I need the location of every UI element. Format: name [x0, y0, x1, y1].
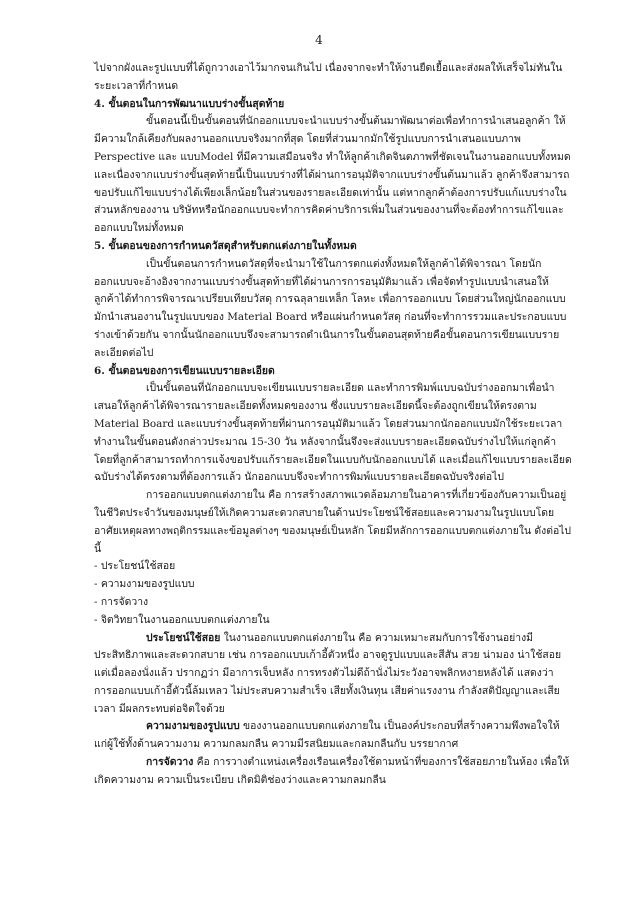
section-6-heading: 6. ขั้นตอนของการเขียนแบบรายละเอียด: [94, 364, 275, 377]
intro-paragraph: ไปจากผังและรูปแบบที่ได้ถูกวางเอาไว้มากจนเกินไป เนื่องจากจะทำให้งานยืดเยื้อและส่งผลให้เสร็จไม่ทันในระยะเวลาที่กำหนด: [94, 62, 563, 92]
bullet-item: - การจัดวาง: [94, 595, 149, 608]
layout-paragraph: [94, 754, 572, 790]
bullet-item: - จิตวิทยาในงานออกแบบตกแต่งภายใน: [94, 613, 270, 626]
utility-term: ประโยชน์ใช้สอย: [146, 631, 221, 644]
document-body: [94, 60, 572, 790]
beauty-term: ความงามของรูปแบบ: [146, 720, 240, 733]
beauty-paragraph: [94, 718, 572, 754]
section-6-paragraph: เป็นขั้นตอนที่นักออกแบบจะเขียนแบบรายละเอียด และทำการพิมพ์แบบฉบับร่างออกมาเพื่อนำเสนอให้ลูกค้าได้พิจารณารายละเอียดทั้งหมดของงาน ซึ่งแบบรายละเอียดนี้จะต้องถูกเขียนให้ตรงตาม Material Board และแบบร่างขั้นสุดท้ายที่ผ่านการอนุมัติมาแล้ว โดยส่วนมากนักออกแบบมักใช้ระยะเวลาทำงานในขั้นตอนดังกล่าวประมาณ 15-30 วัน หลังจากนั้นจึงจะส่งแบบรายละเอียดฉบับร่างไปให้แก่ลูกค้า โดยที่ลูกค้าสามารถทำการแจ้งขอปรับแก้รายละเอียดในแบบกับนักออกแบบได้ และเมื่อแก้ไขแบบรายละเอียดฉบับร่างได้ตรงตามที่ต้องการแล้ว นักออกแบบจึงจะทำการพิมพ์แบบรายละเอียดฉบับจริงต่อไป: [94, 382, 572, 484]
section-4-heading: 4. ขั้นตอนในการพัฒนาแบบร่างขั้นสุดท้าย: [94, 97, 285, 110]
bullet-item: - ประโยชน์ใช้สอย: [94, 560, 176, 573]
layout-term: การจัดวาง: [146, 756, 194, 769]
definition-paragraph: การออกแบบตกแต่งภายใน คือ การสร้างสภาพแวดล้อมภายในอาคารที่เกี่ยวข้องกับความเป็นอยู่ในชีวิตประจำวันของมนุษย์ให้เกิดความสะดวกสบายในด้านประโยชน์ใช้สอยและความงามในรูปแบบโดยอาศัยเหตุผลทางพฤติกรรมและข้อมูลต่างๆ ของมนุษย์เป็นหลัก โดยมีหลักการออกแบบตกแต่งภายใน ดังต่อไปนี้: [94, 489, 572, 555]
section-5-paragraph: เป็นขั้นตอนการกำหนดวัสดุที่จะนำมาใช้ในการตกแต่งทั้งหมดให้ลูกค้าได้พิจารณา โดยนักออกแบบจะอ้างอิงจากงานแบบร่างขั้นสุดท้ายที่ได้ผ่านการการอนุมัติมาแล้ว เพื่อจัดทำรูปแบบนำเสนอให้ลูกค้าได้ทำการพิจารณาเปรียบเทียบวัสดุ การฉลุลายเหล็ก โลหะ เพื่อการออกแบบ โดยส่วนใหญ่นักออกแบบมักนำเสนองานในรูปแบบของ Material Board หรือแผ่นกำหนดวัสดุ ก่อนที่จะทำการรวมและประกอบแบบร่างเข้าด้วยกัน จากนั้นนักออกแบบจึงจะสามารถดำเนินการในขั้นตอนสุดท้ายคือขั้นตอนการเขียนแบบรายละเอียดต่อไป: [94, 257, 567, 359]
utility-paragraph: [94, 630, 572, 719]
layout-text: คือ การวางตำแหน่งเครื่องเรือนเครื่องใช้ตามหน้าที่ของการใช้สอยภายในห้อง เพื่อให้เกิดความงาม ความเป็นระเบียบ เกิดมิติช่องว่างและความกลมกลืน: [94, 756, 570, 786]
utility-text: ในงานออกแบบตกแต่งภายใน คือ ความเหมาะสมกับการใช้งานอย่างมีประสิทธิภาพและสะดวกสบาย เช่น การออกแบบเก้าอี้ตัวหนึ่ง อาจดูรูปแบบและสีสัน สวย น่ามอง น่าใช้สอย แต่เมื่อลองนั่งแล้ว ปรากฏว่า มีอาการเจ็บหลัง การทรงตัวไม่ดีถ้านั่งไม่ระวังอาจพลิกหงายหลังได้ แสดงว่า การออกแบบเก้าอี้ตัวนี้ล้มเหลว ไม่ประสบความสำเร็จ เสียทั้งเงินทุน เสียค่าแรงงาน กำลังสติปัญญาและเสียเวลา มีผลกระทบต่อจิตใจด้วย: [94, 631, 562, 715]
page-number: 4: [315, 33, 323, 47]
section-5-heading: 5. ขั้นตอนของการกำหนดวัสดุสำหรับตกแต่งภายในทั้งหมด: [94, 239, 357, 252]
bullet-item: - ความงามของรูปแบบ: [94, 578, 195, 591]
beauty-text: ของงานออกแบบตกแต่งภายใน เป็นองค์ประกอบที่สร้างความพึงพอใจให้แก่ผู้ใช้ทั้งด้านความงาม ความกลมกลืน ความมีรสนิยมและกลมกลืนกับ บรรยากาศ: [94, 720, 560, 751]
section-4-paragraph: ขั้นตอนนี้เป็นขั้นตอนที่นักออกแบบจะนำแบบร่างขั้นต้นมาพัฒนาต่อเพื่อทำการนำเสนอลูกค้า ให้มีความใกล้เคียงกับผลงานออกแบบจริงมากที่สุด โดยที่ส่วนมากมักใช้รูปแบบการนำเสนอแบบภาพ Perspective และ แบบModel ที่มีความเสมือนจริง ทำให้ลูกค้าเกิดจินตภาพที่ชัดเจนในงานออกแบบทั้งหมด และเนื่องจากแบบร่างขั้นสุดท้ายนี้เป็นแบบร่างที่ได้ผ่านการอนุมัติจากแบบร่างขั้นต้นมาแล้ว ลูกค้าจึงสามารถขอปรับแก้ไขแบบร่างได้เพียงเล็กน้อยในส่วนของรายละเอียดเท่านั้น แต่หากลูกค้าต้องการปรับแก้แบบร่างในส่วนหลักของงาน บริษัทหรือนักออกแบบจะทำการคิดค่าบริการเพิ่มในส่วนของงานที่จะต้องทำการแก้ไขและออกแบบใหม่ทั้งหมด: [94, 115, 571, 235]
